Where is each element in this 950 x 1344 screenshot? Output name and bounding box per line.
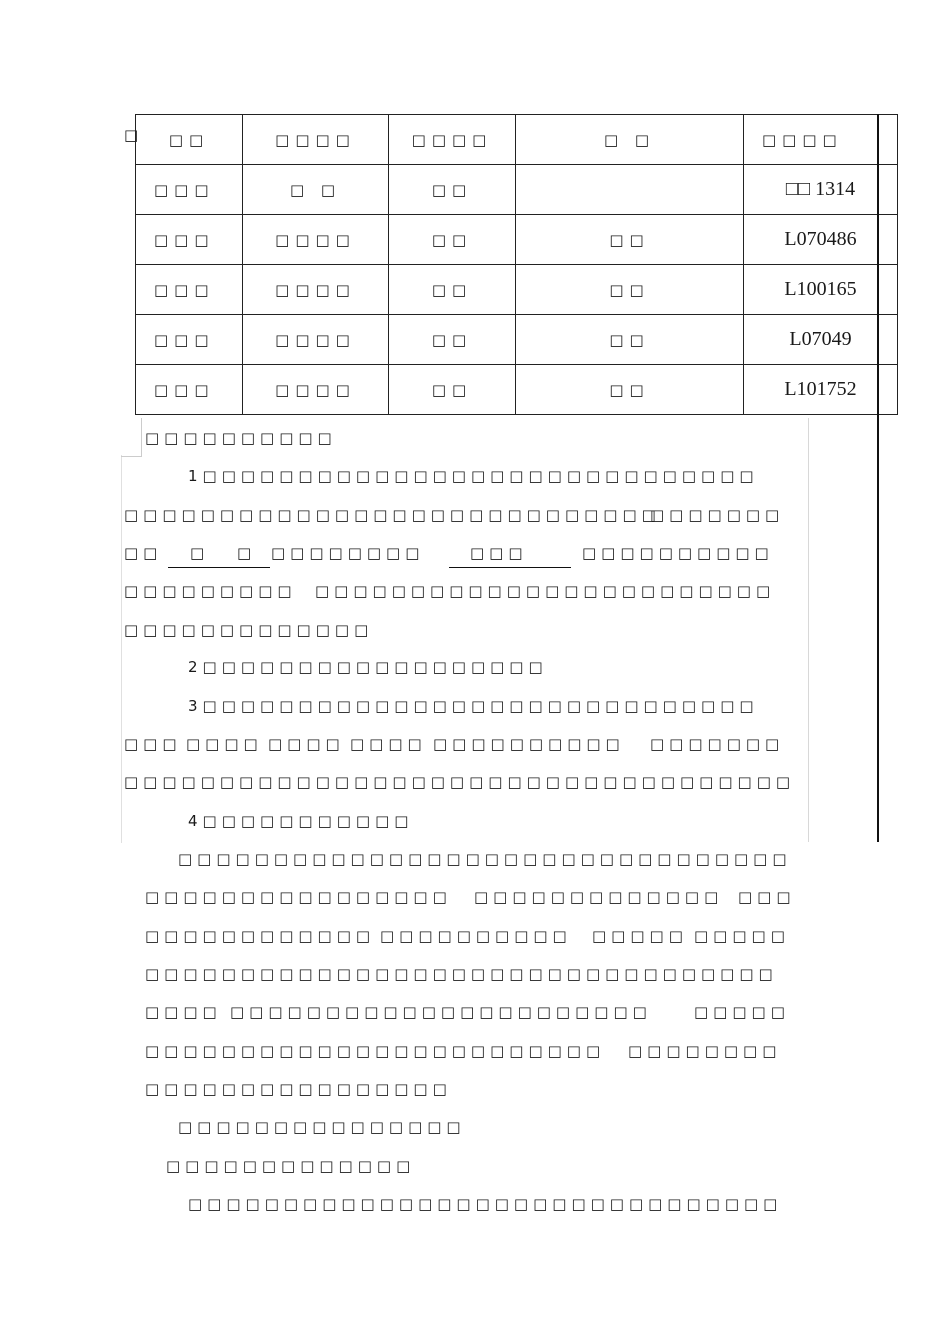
text-line: □□□□□□□□□□□□□□□□□□□□□□□□ [145,1042,606,1060]
header-cell: □□□□ [243,115,389,165]
left-margin-rule [121,455,122,843]
text-line: □□□□□□□□□□ [433,735,625,753]
table-cell: □□□ [136,265,243,315]
text-line: □□□□□□□□□ [124,582,297,600]
underline [449,567,571,568]
text-line: □□□□□□□□□□□□□ [124,621,374,639]
table-row [136,215,898,265]
table-row [136,265,898,315]
header-cell: □□□□ [744,115,898,165]
inner-margin-rule [808,418,809,842]
table-cell: □□ [516,265,744,315]
table-cell [516,165,744,215]
header-cell: □□ [136,115,243,165]
text-line: □□□□ [350,735,427,753]
text-line: □□□□□□□□□□ [582,544,774,562]
text-line: □□□ [124,735,182,753]
table-cell: L070486 [744,215,898,265]
table-cell: L07049 [744,315,898,365]
corner-mark [121,418,142,457]
table-cell: □□ [516,215,744,265]
table-cell: □□ [516,315,744,365]
text-line: □□□□□□□□□□□□□ [474,888,724,906]
text-line: □□□□□□□□□□□□□ [166,1157,416,1175]
text-line: □□□□ [186,735,263,753]
table-row [136,315,898,365]
table-cell: □□ [389,165,516,215]
text-line: □□□□□□□□□□□□□□□□□□□□□□□□□□□□ [124,506,661,524]
table-cell: □□□□ [243,215,389,265]
text-line: □□□□□□□□□□□□□□□□ [145,1080,452,1098]
text-line: □□□□□□□□□□□□□□□□□□□□□□□□□□□□□□□□□□□ [124,773,796,791]
text-line: □□□□□ [592,927,688,945]
table-cell: □□□□ [243,265,389,315]
header-cell: □ □ [516,115,744,165]
text-line: □□□□□ [694,927,790,945]
text-line: □□□□□□□□□□□□□□□□□□□□□□□□ [315,582,776,600]
text-line: 3□□□□□□□□□□□□□□□□□□□□□□□□□□□□□ [188,697,759,715]
table-row [136,365,898,415]
margin-marker: □ [124,126,139,144]
table-cell: L101752 [744,365,898,415]
table-cell: □□ 1314 [744,165,898,215]
table-cell: □□□□ [243,315,389,365]
underlined-field: □ □ [190,544,266,562]
text-line: □□□□□□□□□□□□□□□□□□□□□□□□□□□□□□□□□ [145,965,778,983]
underlined-field: □□□ [470,544,528,562]
table-cell: □□ [516,365,744,415]
text-line: □□□□□ [694,1003,790,1021]
table-cell: □□□ [136,165,243,215]
text-line: □□□□□□□ [650,735,785,753]
table-cell: L100165 [744,265,898,315]
table-cell: □□ [389,215,516,265]
table-cell: □ □ [243,165,389,215]
table-cell: □□□ [136,315,243,365]
header-cell: □□□□ [389,115,516,165]
table-cell: □□ [389,365,516,415]
text-line: □□□□□□□□□□□□□□□□□□□□□□ [230,1003,652,1021]
underline [168,567,270,568]
table-header-row [136,115,898,165]
text-line: □□□□□□□□ [628,1042,782,1060]
staff-table [135,114,898,415]
table-cell: □□□□ [243,365,389,415]
table-cell: □□ [389,315,516,365]
text-line: □□□□ [145,1003,222,1021]
text-line: □□□□□□□ [650,506,785,524]
text-line: □□□□□□□□□□□□ [145,927,376,945]
text-line: 2□□□□□□□□□□□□□□□□□□ [188,658,548,676]
text-line: 4□□□□□□□□□□□ [188,812,414,830]
table-cell: □□□ [136,365,243,415]
table-cell: □□ [389,265,516,315]
text-line: □□□□□□□□ [271,544,425,562]
right-border-rule [877,114,879,842]
text-line: □□ [124,544,163,562]
text-line: □□□□□□□□□□□□□□□ [178,1118,466,1136]
text-line: 1□□□□□□□□□□□□□□□□□□□□□□□□□□□□□ [188,467,759,485]
text-line: □□□□ [268,735,345,753]
text-line: □□□□□□□□□□□□□□□□□□□□□□□□□□□□□□□□ [178,850,792,868]
text-line: □□□ [738,888,796,906]
text-line: □□□□□□□□□□□□□□□□□□□□□□□□□□□□□□□ [188,1195,783,1213]
text-line: □□□□□□□□□□ [380,927,572,945]
text-line: □□□□□□□□□□□□□□□□ [145,888,452,906]
table-cell: □□□ [136,215,243,265]
table-row [136,165,898,215]
section-heading: □□□□□□□□□□ [145,429,337,447]
